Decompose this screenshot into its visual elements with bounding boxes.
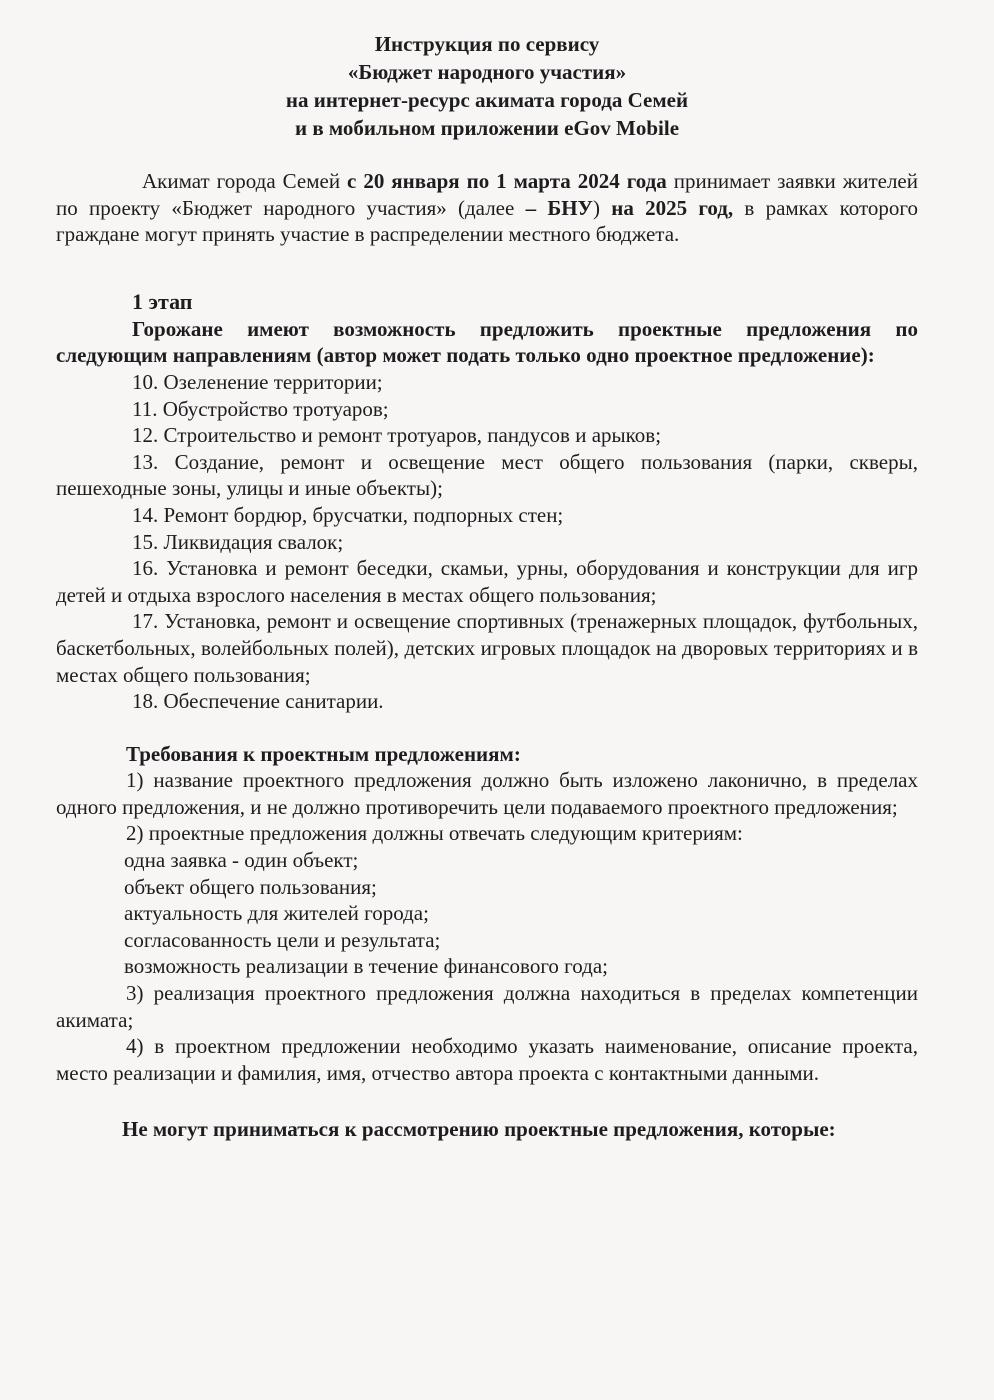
intro-abbr: – БНУ: [525, 195, 593, 220]
criteria-list: [56, 847, 918, 980]
criterion-item: возможность реализации в течение финансового года;: [124, 954, 608, 979]
list-item: 15. Ликвидация свалок;: [132, 529, 344, 554]
requirement-4: 4) в проектном предложении необходимо указать наименование, описание проекта, место реализации и фамилия, имя, отчество автора проекта с контактными данными.: [56, 1034, 918, 1085]
list-item: 18. Обеспечение санитарии.: [132, 689, 384, 714]
requirements-heading: Требования к проектным предложениям:: [126, 741, 521, 766]
criterion-item: актуальность для жителей города;: [124, 901, 429, 926]
list-item: 14. Ремонт бордюр, брусчатки, подпорных стен;: [132, 502, 564, 527]
list-item: 12. Строительство и ремонт тротуаров, пандусов и арыков;: [132, 423, 662, 448]
title-line-4: и в мобильном приложении eGov Mobile: [294, 116, 680, 140]
list-item: 11. Обустройство тротуаров;: [132, 396, 389, 421]
intro-text-4: в рамках которого граждане могут принять участие в распределении местного бюджета.: [56, 195, 918, 247]
criterion-item: объект общего пользования;: [124, 874, 377, 899]
closing-paragraph: Не могут приниматься к рассмотрению проектные предложения, которые:: [122, 1117, 836, 1142]
requirement-2: 2) проектные предложения должны отвечать следующим критериям:: [126, 821, 743, 846]
title-line-2: «Бюджет народного участия»: [347, 60, 627, 84]
intro-dates: с 20 января по 1 марта 2024 года: [347, 169, 667, 193]
intro-paragraph: [56, 168, 918, 248]
list-item: 17. Установка, ремонт и освещение спортивных (тренажерных площадок, футбольных, баскетбольных, волейбольных полей), детских игровых площадок на дворовых территориях и в местах общего пользования;: [56, 609, 918, 687]
list-item: 10. Озеленение территории;: [132, 369, 383, 394]
requirement-3: 3) реализация проектного предложения должна находиться в пределах компетенции акимата;: [56, 981, 918, 1032]
directions-list: [56, 369, 918, 715]
stage-intro: Горожане имеют возможность предложить проектные предложения по следующим направлениям (автор может подать только одно проектное предложение):: [56, 316, 918, 368]
document-title: [56, 30, 918, 142]
intro-text-3: ): [592, 195, 612, 220]
stage-heading: 1 этап: [132, 288, 193, 314]
intro-text-1: Акимат города Семей: [142, 169, 348, 193]
intro-text-2: принимает заявки жителей по проекту «Бюджет народного участия» (далее: [56, 169, 918, 220]
requirement-1: 1) название проектного предложения должно быть изложено лаконично, в пределах одного предложения, и не должно противоречить цели подаваемого проектного предложения;: [56, 768, 918, 819]
list-item: 13. Создание, ремонт и освещение мест общего пользования (парки, скверы, пешеходные зоны, улицы и иные объекты);: [56, 449, 918, 501]
criterion-item: одна заявка - один объект;: [124, 848, 359, 873]
criterion-item: согласованность цели и результата;: [124, 927, 441, 952]
list-item: 16. Установка и ремонт беседки, скамьи, урны, оборудования и конструкции для игр детей и отдыха взрослого населения в местах общего пользования;: [56, 556, 918, 607]
title-line-1: Инструкция по сервису: [374, 32, 600, 56]
intro-year: на 2025 год,: [611, 195, 734, 220]
title-line-3: на интернет-ресурс акимата города Семей: [285, 88, 689, 112]
